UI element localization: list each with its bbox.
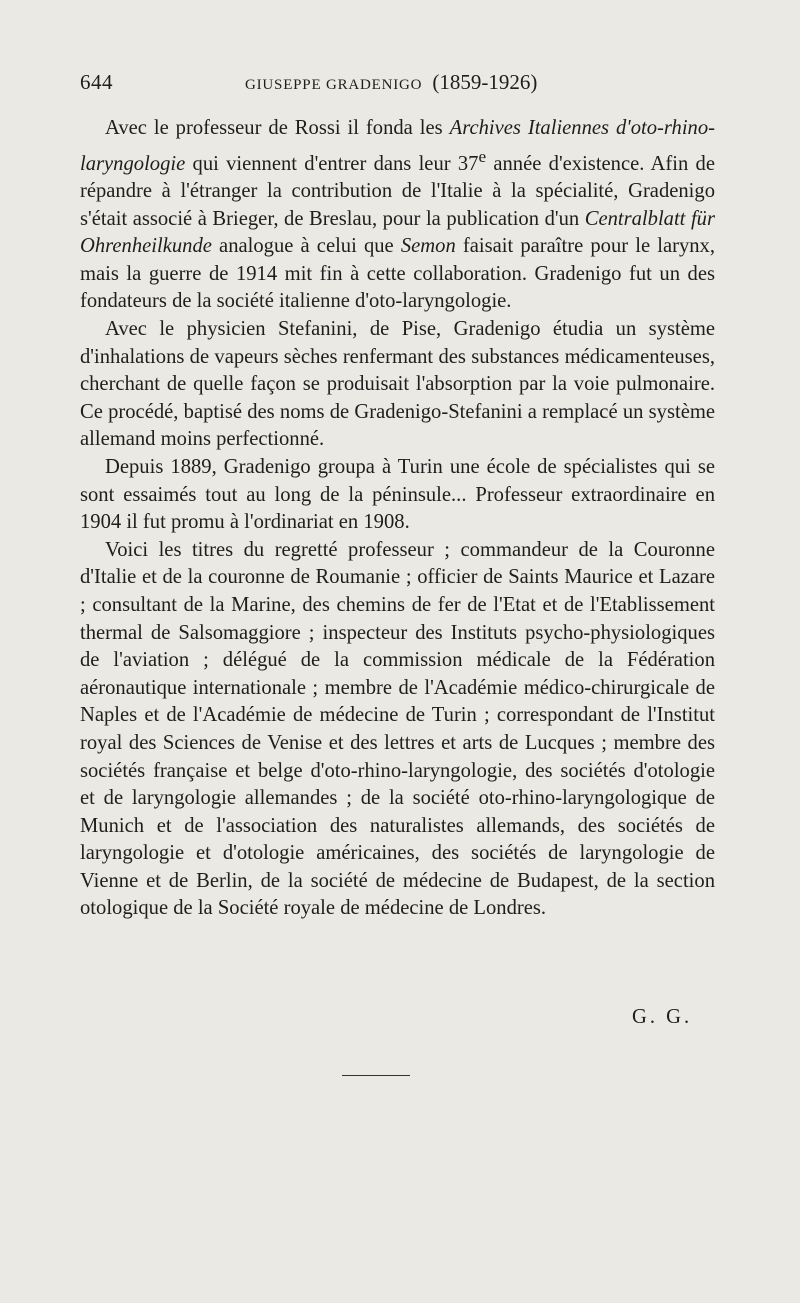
paragraph-inhalations: Avec le physicien Stefanini, de Pise, Gradenigo étudia un système d'inhalations de vapeurs sèches renfermant des substances médicamenteuses, cherchant de quelle façon se produisait l'absorption par la voie pulmonaire. Ce procédé, baptisé des noms de Gradenigo-Stefanini a remplacé un système allemand moins perfectionné. <box>80 318 715 451</box>
ordinal-superscript: e <box>478 146 487 166</box>
author-initials: G. G. <box>632 1006 693 1028</box>
running-head-years: (1859-1926) <box>432 70 538 94</box>
running-head-name: GIUSEPPE GRADENIGO <box>245 77 423 93</box>
paragraph-archives <box>80 115 715 316</box>
journal-title-archives: Archives Italiennes d'oto-rhino-laryngologie <box>80 117 715 175</box>
page-number: 644 <box>80 70 113 94</box>
page-header <box>80 70 715 100</box>
text-run: année d'existence. Afin de répandre à l'étranger la contribution de l'Italie à la spécialité, Gradenigo s'était associé à Brieger, de Breslau, pour la publication d'un <box>80 152 715 230</box>
paragraph-titles: Voici les titres du regretté professeur ; commandeur de la Couronne d'Italie et de la couronne de Roumanie ; officier de Saints Maurice et Lazare ; consultant de la Marine, des chemins de fer de l'Etat et de l'Etablissement thermal de Salsomaggiore ; inspecteur des Instituts psycho-physiologiques de l'aviation ; délégué de la commission médicale de la Fédération aéronautique internationale ; membre de l'Académie médico-chirurgicale de Naples et de l'Académie de médecine de Turin ; correspondant de l'Institut royal des Sciences de Venise et des lettres et arts de Lucques ; membre des sociétés française et belge d'oto-rhino-laryngologie, des sociétés d'otologie et de laryngologie allemandes ; de la société oto-rhino-laryngologique de Munich et de l'association des naturalistes allemands, des sociétés de laryngologie et d'otologie américaines, des sociétés de laryngologie de Vienne et de Berlin, de la société de médecine de Budapest, de la section otologique de la Société royale de médecine de Londres. <box>80 538 715 920</box>
text-run: faisait paraître pour le larynx, mais la guerre de 1914 mit fin à cette collaboration. Gradenigo fut un des fondateurs de la société italienne d'oto-laryngologie. <box>80 235 716 313</box>
journal-title-centralblatt: Centralblatt für Ohrenheilkunde <box>80 207 715 258</box>
person-name-semon: Semon <box>400 235 456 258</box>
running-head <box>245 70 537 95</box>
text-run: analogue à celui que <box>211 235 401 258</box>
end-rule <box>342 1075 410 1076</box>
text-run: Avec le professeur de Rossi il fonda les <box>105 117 450 139</box>
article-body <box>80 115 715 923</box>
text-run: qui viennent d'entrer dans leur 37 <box>185 152 479 175</box>
paragraph-school: Depuis 1889, Gradenigo groupa à Turin une école de spécialistes qui se sont essaimés tout au long de la péninsule... Professeur extraordinaire en 1904 il fut promu à l'ordinariat en 1908. <box>80 455 715 534</box>
